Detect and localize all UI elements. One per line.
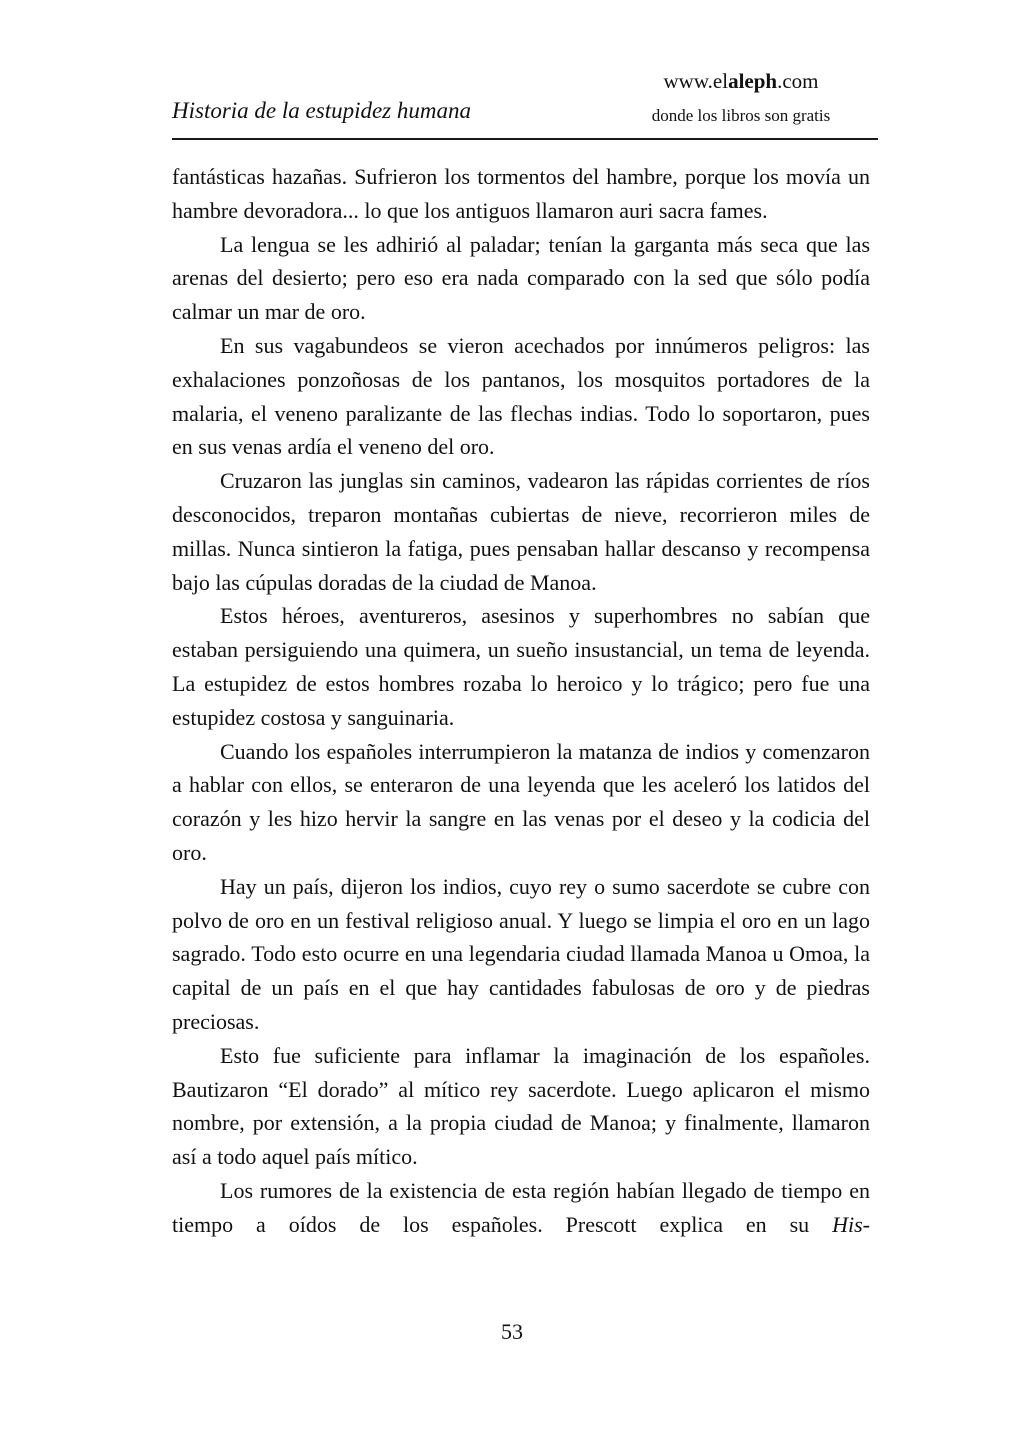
italic-title-fragment: His-	[832, 1211, 870, 1237]
site-block	[636, 68, 846, 127]
paragraph: Esto fue suficiente para inflamar la imaginación de los españoles. Bautizaron “El dorado” al mítico rey sacerdote. Luego aplicaron el mismo nombre, por extensión, a la propia ciudad de Manoa; y finalmente, llamaron así a todo aquel país mítico.	[172, 1042, 870, 1170]
paragraph: En sus vagabundeos se vieron acechados por innúmeros peligros: las exhalaciones ponzoñosas de los pantanos, los mosquitos portadores de la malaria, el veneno paralizante de las flechas indias. Todo lo soportaron, pues en sus venas ardía el veneno del oro.	[172, 332, 870, 460]
paragraph: Hay un país, dijeron los indios, cuyo rey o sumo sacerdote se cubre con polvo de oro en un festival religioso anual. Y luego se limpia el oro en un lago sagrado. Todo esto ocurre en una legendaria ciudad llamada Manoa u Omoa, la capital de un país en el que hay cantidades fabulosas de oro y de piedras preciosas.	[172, 873, 870, 1034]
paragraph: Estos héroes, aventureros, asesinos y superhombres no sabían que estaban persiguiendo una quimera, un sueño insustancial, un tema de leyenda. La estupidez de estos hombres rozaba lo heroico y lo trágico; pero fue una estupidez costosa y sanguinaria.	[172, 603, 870, 730]
book-title: Historia de la estupidez humana	[172, 98, 471, 123]
paragraph: La lengua se les adhirió al paladar; tenían la garganta más seca que las arenas del desierto; pero eso era nada comparado con la sed que sólo podía calmar un mar de oro.	[172, 231, 870, 325]
paragraph: Cuando los españoles interrumpieron la matanza de indios y comenzaron a hablar con ellos, se enteraron de una leyenda que les aceleró los latidos del corazón y les hizo hervir la sangre en las venas por el deseo y la codicia del oro.	[172, 738, 870, 865]
paragraph-last: Los rumores de la existencia de esta región habían llegado de tiempo en tiempo a oídos de los españoles. Prescott explica en su His-	[172, 1177, 870, 1237]
site-url[interactable]: www.elaleph.com	[663, 69, 819, 93]
paragraph: Cruzaron las junglas sin caminos, vadearon las rápidas corrientes de ríos desconocidos, treparon montañas cubiertas de nieve, recorrieron miles de millas. Nunca sintieron la fatiga, pues pensaban hallar descanso y recompensa bajo las cúpulas doradas de la ciudad de Manoa.	[172, 468, 870, 595]
page-number: 53	[501, 1319, 523, 1344]
page-header	[172, 66, 878, 140]
site-tagline: donde los libros son gratis	[651, 106, 831, 125]
paragraph-continued: fantásticas hazañas. Sufrieron los tormentos del hambre, porque los movía un hambre devoradora... lo que los antiguos llamaron auri sacra fames.	[172, 164, 870, 223]
page-body	[172, 160, 870, 1242]
